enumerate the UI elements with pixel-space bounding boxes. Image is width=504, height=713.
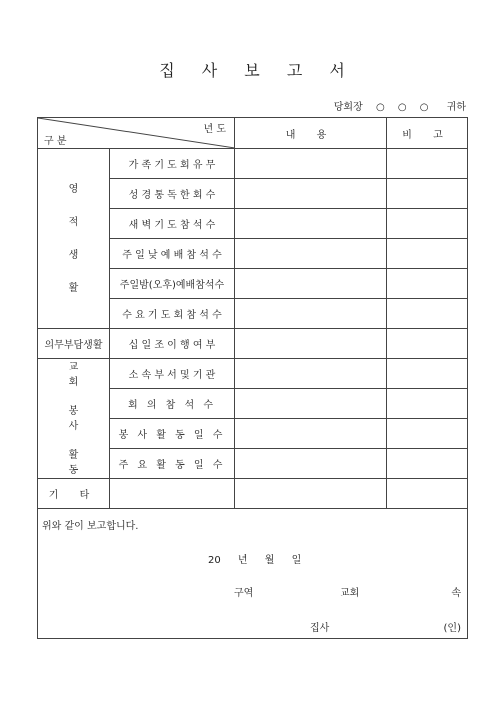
content-cell[interactable]: [235, 179, 387, 209]
item-label: 봉 사 활 동 일 수: [110, 419, 235, 449]
group-church-service-label: [38, 359, 110, 479]
item-label: 회 의 참 석 수: [110, 389, 235, 419]
remarks-cell[interactable]: [387, 359, 468, 389]
addressee-line: [334, 98, 466, 113]
addressee-label: 당회장: [333, 102, 363, 113]
header-year-label: 년 도: [203, 124, 226, 135]
other-item-cell[interactable]: [110, 479, 235, 509]
group-label-char: 동: [68, 464, 79, 476]
content-cell[interactable]: [235, 239, 387, 269]
item-label: 주일밤(오후)예배참석수: [110, 269, 235, 299]
content-cell[interactable]: [235, 269, 387, 299]
item-label: 십 일 조 이 행 여 부: [110, 329, 235, 359]
item-label: 성 경 통 독 한 회 수: [110, 179, 235, 209]
remarks-cell[interactable]: [387, 419, 468, 449]
group-label-char: 회: [68, 376, 79, 388]
content-cell[interactable]: [235, 149, 387, 179]
church-label: 교회: [340, 588, 360, 599]
group-label-char: 활: [68, 282, 79, 294]
header-remarks-cell: 비 고: [387, 118, 468, 149]
seal-label: (인): [443, 623, 461, 634]
content-cell[interactable]: [235, 449, 387, 479]
region-label: 구역: [234, 588, 254, 599]
header-category-year-cell: [38, 118, 235, 149]
group-label-char: 적: [68, 216, 79, 228]
content-cell[interactable]: [235, 299, 387, 329]
addressee-honorific: 귀하: [446, 102, 466, 113]
footer-cell: [38, 509, 468, 639]
group-label-char: 사: [68, 420, 79, 432]
group-label-char: 영: [68, 183, 79, 195]
remarks-cell[interactable]: [387, 149, 468, 179]
remarks-cell[interactable]: [387, 479, 468, 509]
table-row: [38, 329, 468, 359]
content-cell[interactable]: [235, 389, 387, 419]
group-duty-life-label: 의무부담생활: [38, 329, 110, 359]
report-statement: 위와 같이 보고합니다.: [42, 521, 139, 532]
table-row: [38, 149, 468, 179]
content-cell[interactable]: [235, 419, 387, 449]
remarks-cell[interactable]: [387, 209, 468, 239]
content-cell[interactable]: [235, 329, 387, 359]
group-label-char: 생: [68, 249, 79, 261]
header-category-label: 구 분: [44, 136, 67, 147]
remarks-cell[interactable]: [387, 329, 468, 359]
footer-row: [38, 509, 468, 639]
document-title: 집 사 보 고 서: [159, 61, 356, 80]
remarks-cell[interactable]: [387, 389, 468, 419]
item-label: 가 족 기 도 회 유 무: [110, 149, 235, 179]
table-row: [38, 479, 468, 509]
remarks-cell[interactable]: [387, 239, 468, 269]
table-header-row: [38, 118, 468, 149]
content-cell[interactable]: [235, 359, 387, 389]
remarks-cell[interactable]: [387, 449, 468, 479]
group-label-char: 활: [68, 449, 79, 461]
content-cell[interactable]: [235, 479, 387, 509]
group-spiritual-life-label: [38, 149, 110, 329]
item-label: 주 일 낮 예 배 참 석 수: [110, 239, 235, 269]
item-label: 새 벽 기 도 참 석 수: [110, 209, 235, 239]
group-label-char: 봉: [68, 405, 79, 417]
deacon-label: 집사: [310, 623, 330, 634]
remarks-cell[interactable]: [387, 179, 468, 209]
header-content-cell: 내 용: [235, 118, 387, 149]
item-label: 수 요 기 도 회 참 석 수: [110, 299, 235, 329]
other-label: 기 타: [38, 479, 110, 509]
table-row: [38, 359, 468, 389]
report-date: 20 년 월 일: [208, 555, 302, 566]
remarks-cell[interactable]: [387, 269, 468, 299]
report-table: [37, 117, 468, 639]
addressee-name-placeholder: ○ ○ ○: [375, 102, 434, 113]
group-label-char: 교: [68, 361, 79, 373]
remarks-cell[interactable]: [387, 299, 468, 329]
belong-label: 속: [451, 588, 461, 599]
content-cell[interactable]: [235, 209, 387, 239]
item-label: 주 요 활 동 일 수: [110, 449, 235, 479]
item-label: 소 속 부 서 및 기 관: [110, 359, 235, 389]
